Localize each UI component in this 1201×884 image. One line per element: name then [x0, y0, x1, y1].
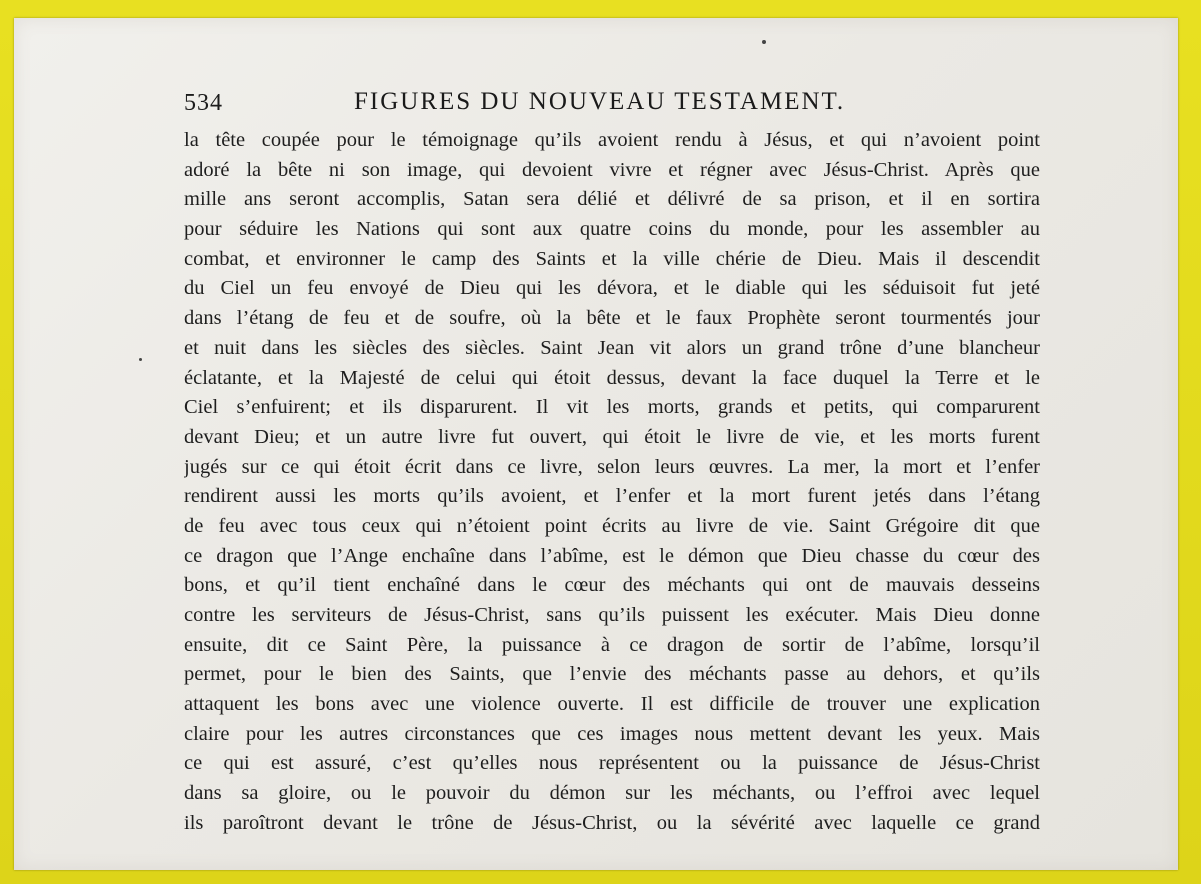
text-line: Ciel s’enfuirent; et ils disparurent. Il vit les morts, grands et petits, qui comparurent	[184, 396, 1040, 419]
text-line: ensuite, dit ce Saint Père, la puissance à ce dragon de sortir de l’abîme, lorsqu’il	[184, 633, 1040, 656]
running-title: FIGURES DU NOUVEAU TESTAMENT.	[354, 88, 846, 115]
text-line: adoré la bête ni son image, qui devoient vivre et régner avec Jésus-Christ. Après que	[184, 158, 1040, 181]
text-line: permet, pour le bien des Saints, que l’envie des méchants passe au dehors, et qu’ils	[184, 663, 1040, 686]
text-line: pour séduire les Nations qui sont aux quatre coins du monde, pour les assembler au	[184, 218, 1040, 241]
text-line: ce dragon que l’Ange enchaîne dans l’abîme, est le démon que Dieu chasse du cœur des	[184, 544, 1040, 567]
ink-speck	[762, 40, 766, 44]
text-line: ce qui est assuré, c’est qu’elles nous représentent ou la puissance de Jésus-Christ	[184, 752, 1040, 775]
text-line: ils paroîtront devant le trône de Jésus-Christ, ou la sévérité avec laquelle ce grand	[184, 811, 1040, 834]
text-line: rendirent aussi les morts qu’ils avoient, et l’enfer et la mort furent jetés dans l’étang	[184, 485, 1040, 508]
text-line: dans sa gloire, ou le pouvoir du démon sur les méchants, ou l’effroi avec lequel	[184, 782, 1040, 805]
page-number: 534	[184, 90, 223, 116]
text-line: mille ans seront accomplis, Satan sera délié et délivré de sa prison, et il en sortira	[184, 188, 1040, 211]
text-line: devant Dieu; et un autre livre fut ouvert, qui étoit le livre de vie, et les morts furent	[184, 425, 1040, 448]
text-line: attaquent les bons avec une violence ouverte. Il est difficile de trouver une explication	[184, 693, 1040, 716]
text-line: de feu avec tous ceux qui n’étoient point écrits au livre de vie. Saint Grégoire dit que	[184, 514, 1040, 537]
text-line: et nuit dans les siècles des siècles. Saint Jean vit alors un grand trône d’une blancheur	[184, 336, 1040, 359]
text-line: éclatante, et la Majesté de celui qui étoit dessus, devant la face duquel la Terre et le	[184, 366, 1040, 389]
text-line: bons, et qu’il tient enchaîné dans le cœur des méchants qui ont de mauvais desseins	[184, 574, 1040, 597]
text-line: dans l’étang de feu et de soufre, où la bête et le faux Prophète seront tourmentés jour	[184, 307, 1040, 330]
ink-speck	[139, 358, 142, 361]
text-line: contre les serviteurs de Jésus-Christ, sans qu’ils puissent les exécuter. Mais Dieu donne	[184, 604, 1040, 626]
body-text	[184, 126, 1040, 839]
text-line: combat, et environner le camp des Saints et la ville chérie de Dieu. Mais il descendit	[184, 247, 1040, 270]
text-line: du Ciel un feu envoyé de Dieu qui les dévora, et le diable qui les séduisoit fut jeté	[184, 277, 1040, 300]
book-page	[14, 18, 1178, 870]
text-line: jugés sur ce qui étoit écrit dans ce livre, selon leurs œuvres. La mer, la mort et l’enfer	[184, 455, 1040, 478]
text-line: claire pour les autres circonstances que ces images nous mettent devant les yeux. Mais	[184, 722, 1040, 745]
page-header	[184, 88, 1064, 128]
text-line: la tête coupée pour le témoignage qu’ils avoient rendu à Jésus, et qui n’avoient point	[184, 129, 1040, 151]
